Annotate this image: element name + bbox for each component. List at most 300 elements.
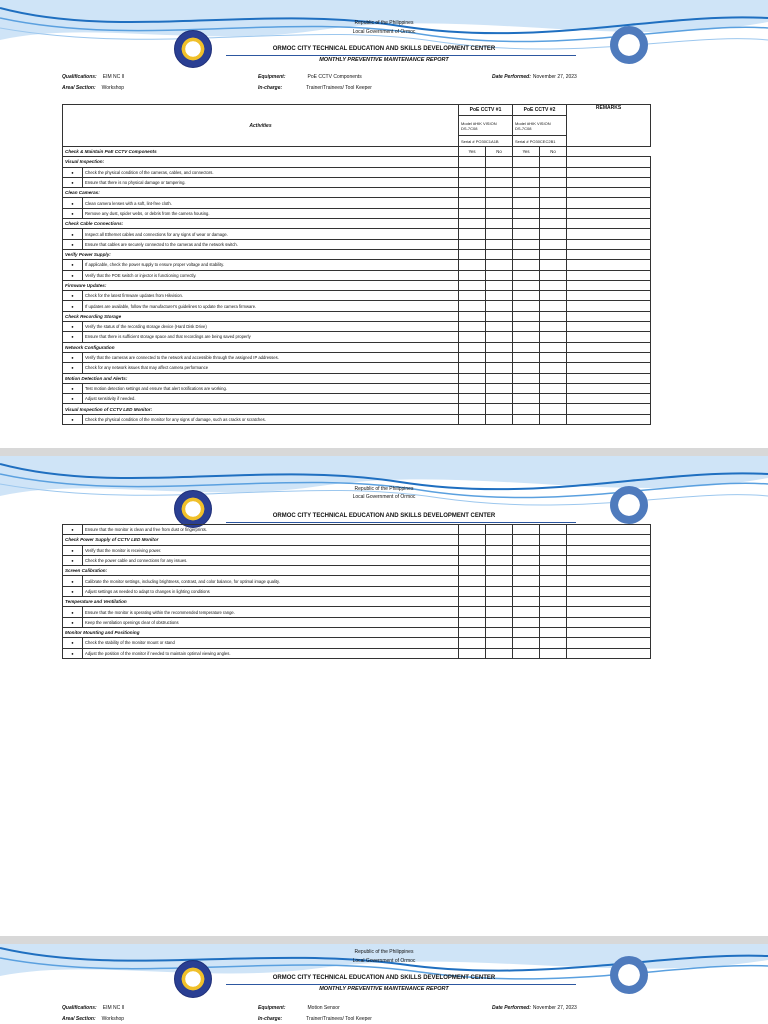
bullet-icon: ● (63, 638, 83, 648)
cctv2-no-cell[interactable] (540, 535, 567, 545)
cctv1-serial: Serial # PO30C1A1B (459, 136, 513, 147)
cctv1-no-cell[interactable] (486, 342, 513, 352)
remarks-cell[interactable] (567, 555, 651, 565)
remarks-cell[interactable] (567, 414, 651, 424)
incharge-field: In-charge: Trainer/Trainees/ Tool Keeper (258, 85, 372, 91)
remarks-cell[interactable] (567, 617, 651, 627)
cctv2-yes-cell[interactable] (513, 363, 540, 373)
remarks-cell[interactable] (567, 363, 651, 373)
bullet-icon: ● (63, 576, 83, 586)
cctv2-no-cell[interactable] (540, 198, 567, 208)
cctv2-yes-cell[interactable] (513, 566, 540, 576)
remarks-cell[interactable] (567, 198, 651, 208)
header-rule (226, 984, 576, 985)
cctv1-no-cell[interactable] (486, 576, 513, 586)
cctv1-no-cell[interactable] (486, 617, 513, 627)
cctv2-yes-cell[interactable] (513, 555, 540, 565)
remarks-cell[interactable] (567, 332, 651, 342)
header-wave (0, 0, 768, 80)
cctv2-yes-cell[interactable] (513, 576, 540, 586)
section-row (63, 566, 651, 576)
cctv1-no-cell[interactable] (486, 167, 513, 177)
section-title: Motion Detection and Alerts: (63, 373, 459, 383)
cctv2-yes-cell[interactable] (513, 332, 540, 342)
cctv2-no-cell[interactable] (540, 208, 567, 218)
cctv1-no-cell[interactable] (486, 229, 513, 239)
cctv2-yes-cell[interactable] (513, 239, 540, 249)
equipment-field: Equipment: PoE CCTV Components (258, 74, 362, 80)
cctv2-no-cell[interactable] (540, 342, 567, 352)
cctv2-yes-cell[interactable]: Yes (513, 147, 540, 157)
bullet-icon: ● (63, 301, 83, 311)
cctv2-no-cell[interactable] (540, 188, 567, 198)
cctv1-yes-cell[interactable] (459, 414, 486, 424)
cctv1-no-cell[interactable] (486, 555, 513, 565)
cctv2-no-cell[interactable] (540, 627, 567, 637)
cctv1-yes-cell[interactable] (459, 352, 486, 362)
activity-text: Ensure that cables are securely connected to the cameras and the network switch. (83, 239, 459, 249)
remarks-cell[interactable] (567, 249, 651, 259)
activity-text: Adjust settings as needed to adapt to changes in lighting conditions (83, 586, 459, 596)
remarks-cell[interactable] (567, 291, 651, 301)
activity-text: Clean camera lenses with a soft, lint-free cloth. (83, 198, 459, 208)
cctv1-yes-cell[interactable] (459, 342, 486, 352)
cctv2-no-cell[interactable] (540, 332, 567, 342)
remarks-cell[interactable] (567, 311, 651, 321)
bullet-icon: ● (63, 617, 83, 627)
cctv1-yes-cell[interactable] (459, 638, 486, 648)
cctv2-yes-cell[interactable] (513, 249, 540, 259)
cctv1-yes-cell[interactable] (459, 239, 486, 249)
cctv1-yes-cell[interactable] (459, 383, 486, 393)
bullet-icon: ● (63, 586, 83, 596)
remarks-cell[interactable] (567, 383, 651, 393)
cctv1-model: Model #HIK VISION DS-7C08 (459, 116, 513, 136)
bullet-icon: ● (63, 648, 83, 658)
section-title: Check Recording Storage (63, 311, 459, 321)
activity-text: Verify that the POE switch or injector is functioning correctly. (83, 270, 459, 280)
cctv2-yes-cell[interactable] (513, 167, 540, 177)
remarks-cell[interactable] (567, 301, 651, 311)
cctv1-no-cell[interactable] (486, 157, 513, 167)
remarks-cell[interactable] (567, 576, 651, 586)
cctv2-no-cell[interactable] (540, 352, 567, 362)
remarks-cell[interactable] (567, 239, 651, 249)
section-title: Check & Maintain PoE CCTV Components (63, 147, 459, 157)
cctv2-yes-cell[interactable] (513, 535, 540, 545)
report-title: MONTHLY PREVENTIVE MAINTENANCE REPORT (319, 986, 449, 992)
cctv1-yes-cell[interactable] (459, 576, 486, 586)
cctv1-no-cell[interactable] (486, 188, 513, 198)
cctv2-yes-cell[interactable] (513, 404, 540, 414)
activity-row (63, 525, 651, 535)
section-row (63, 597, 651, 607)
activity-row (63, 638, 651, 648)
activity-row (63, 229, 651, 239)
cctv1-no-cell[interactable] (486, 566, 513, 576)
cctv2-no-cell[interactable] (540, 157, 567, 167)
cctv1-no-cell[interactable] (486, 638, 513, 648)
cctv2-no-cell[interactable] (540, 394, 567, 404)
cctv1-no-cell[interactable] (486, 525, 513, 535)
cctv1-yes-cell[interactable] (459, 597, 486, 607)
activity-text: Verify that the cameras are connected to the network and accessible through the assigned IP addresses. (83, 352, 459, 362)
bullet-icon: ● (63, 332, 83, 342)
activity-text: Remove any dust, spider webs, or debris from the camera housing. (83, 208, 459, 218)
section-title: Visual Inspection of CCTV LED Monitor: (63, 404, 459, 414)
remarks-cell[interactable] (567, 188, 651, 198)
cctv2-yes-cell[interactable] (513, 638, 540, 648)
cctv1-yes-cell[interactable] (459, 219, 486, 229)
cctv1-yes-cell[interactable] (459, 566, 486, 576)
cctv1-yes-cell[interactable] (459, 617, 486, 627)
cctv2-no-cell[interactable] (540, 414, 567, 424)
cctv2-yes-cell[interactable] (513, 188, 540, 198)
cctv1-yes-cell[interactable] (459, 157, 486, 167)
center-name: ORMOC CITY TECHNICAL EDUCATION AND SKILLS DEVELOPMENT CENTER (272, 46, 496, 52)
cctv2-yes-cell[interactable] (513, 322, 540, 332)
activity-row (63, 208, 651, 218)
cctv1-yes-cell[interactable] (459, 311, 486, 321)
cctv2-yes-cell[interactable] (513, 301, 540, 311)
remarks-cell[interactable] (567, 566, 651, 576)
cctv2-no-cell[interactable] (540, 545, 567, 555)
cctv1-yes-cell[interactable] (459, 167, 486, 177)
cctv2-no-cell[interactable] (540, 555, 567, 565)
cctv2-yes-cell[interactable] (513, 383, 540, 393)
activity-row (63, 352, 651, 362)
activity-row (63, 322, 651, 332)
cctv2-no-cell[interactable] (540, 638, 567, 648)
cctv1-no-cell[interactable] (486, 352, 513, 362)
section-row (63, 404, 651, 414)
remarks-cell[interactable] (567, 545, 651, 555)
activity-row (63, 586, 651, 596)
maintenance-table-1 (62, 104, 651, 425)
bullet-icon: ● (63, 198, 83, 208)
activity-text: Calibrate the monitor settings, including brightness, contrast, and color balance, for optimal image quality. (83, 576, 459, 586)
remarks-cell[interactable] (567, 404, 651, 414)
cctv1-yes-cell[interactable] (459, 291, 486, 301)
cctv2-no-cell[interactable] (540, 566, 567, 576)
cctv1-no-cell[interactable] (486, 270, 513, 280)
bullet-icon: ● (63, 383, 83, 393)
activity-text: Check the power cable and connections for any issues. (83, 555, 459, 565)
cctv1-no-cell[interactable] (486, 249, 513, 259)
cctv2-no-cell[interactable] (540, 617, 567, 627)
cctv2-no-cell[interactable] (540, 229, 567, 239)
remarks-cell[interactable] (567, 525, 651, 535)
activity-row (63, 198, 651, 208)
cctv1-no-cell[interactable] (486, 648, 513, 658)
remarks-cell[interactable] (567, 627, 651, 637)
activity-row (63, 394, 651, 404)
section-row (63, 627, 651, 637)
cctv1-no-cell[interactable] (486, 322, 513, 332)
activity-text: Verify that the monitor is receiving power. (83, 545, 459, 555)
cctv2-yes-cell[interactable] (513, 177, 540, 187)
cctv1-yes-cell[interactable] (459, 535, 486, 545)
remarks-cell[interactable] (567, 394, 651, 404)
cctv2-yes-cell[interactable] (513, 291, 540, 301)
cctv2-yes-cell[interactable] (513, 607, 540, 617)
cctv1-yes-cell[interactable] (459, 545, 486, 555)
activity-row (63, 270, 651, 280)
cctv1-no-cell[interactable] (486, 627, 513, 637)
cctv1-yes-cell[interactable] (459, 208, 486, 218)
cctv2-no-cell[interactable] (540, 177, 567, 187)
cctv1-yes-cell[interactable] (459, 627, 486, 637)
remarks-cell[interactable] (567, 157, 651, 167)
header-rule (226, 55, 576, 56)
section-title: Temperature and Ventilation (63, 597, 459, 607)
cctv1-no-cell[interactable] (486, 607, 513, 617)
cctv2-yes-cell[interactable] (513, 342, 540, 352)
section-title: Visual Inspection: (63, 157, 459, 167)
remarks-cell[interactable] (567, 219, 651, 229)
cctv1-yes-cell[interactable] (459, 607, 486, 617)
remarks-cell[interactable] (567, 342, 651, 352)
remarks-cell[interactable] (567, 208, 651, 218)
cctv2-yes-cell[interactable] (513, 270, 540, 280)
remarks-cell[interactable] (567, 352, 651, 362)
cctv1-no-cell[interactable] (486, 383, 513, 393)
bullet-icon: ● (63, 270, 83, 280)
section-title: Monitor Mounting and Positioning (63, 627, 459, 637)
cctv1-yes-cell[interactable] (459, 363, 486, 373)
cctv1-yes-cell[interactable] (459, 280, 486, 290)
area-field: Area/ Section: Workshop (62, 1016, 125, 1022)
cctv2-yes-cell[interactable] (513, 414, 540, 424)
remarks-cell[interactable] (567, 648, 651, 658)
cctv1-yes-cell[interactable] (459, 648, 486, 658)
cctv2-yes-cell[interactable] (513, 373, 540, 383)
activity-row (63, 617, 651, 627)
remarks-cell[interactable] (567, 229, 651, 239)
cctv2-yes-cell[interactable] (513, 597, 540, 607)
cctv2-yes-cell[interactable] (513, 229, 540, 239)
cctv2-yes-cell[interactable] (513, 352, 540, 362)
activity-text: Check for the latest firmware updates from Hikvision. (83, 291, 459, 301)
page-2 (0, 456, 768, 936)
section-title: Clean Cameras: (63, 188, 459, 198)
cctv1-no-cell[interactable] (486, 239, 513, 249)
cctv1-no-cell[interactable] (486, 414, 513, 424)
header-rule (226, 522, 576, 523)
cctv2-yes-cell[interactable] (513, 394, 540, 404)
remarks-cell[interactable] (567, 167, 651, 177)
cctv1-no-cell[interactable] (486, 208, 513, 218)
page-1 (0, 0, 768, 448)
cctv1-yes-cell[interactable] (459, 373, 486, 383)
cctv2-no-cell[interactable] (540, 239, 567, 249)
cctv2-no-cell[interactable] (540, 607, 567, 617)
cctv1-no-cell[interactable] (486, 291, 513, 301)
bullet-icon: ● (63, 394, 83, 404)
section-row (63, 188, 651, 198)
cctv2-no-cell[interactable] (540, 311, 567, 321)
bullet-icon: ● (63, 545, 83, 555)
cctv1-yes-cell[interactable] (459, 249, 486, 259)
cctv2-yes-cell[interactable] (513, 586, 540, 596)
cctv2-no-cell[interactable] (540, 301, 567, 311)
activity-row (63, 363, 651, 373)
activity-text: Check the physical condition of the cameras, cables, and connectors. (83, 167, 459, 177)
remarks-cell[interactable] (567, 535, 651, 545)
remarks-cell[interactable] (567, 586, 651, 596)
incharge-field: In-charge: Trainer/Trainees/ Tool Keeper (258, 1016, 372, 1022)
cctv1-yes-cell[interactable] (459, 332, 486, 342)
lgu-text: Local Government of Ormoc (352, 29, 416, 35)
cctv2-yes-cell[interactable] (513, 648, 540, 658)
cctv2-no-cell[interactable] (540, 586, 567, 596)
cctv1-yes-cell[interactable] (459, 301, 486, 311)
bullet-icon: ● (63, 363, 83, 373)
cctv1-yes-cell[interactable] (459, 270, 486, 280)
cctv2-no-cell[interactable] (540, 260, 567, 270)
cctv1-no-cell[interactable] (486, 219, 513, 229)
cctv1-yes-cell[interactable] (459, 394, 486, 404)
cctv2-no-cell[interactable] (540, 383, 567, 393)
bullet-icon: ● (63, 239, 83, 249)
cctv1-no-cell[interactable] (486, 373, 513, 383)
cctv1-yes-cell[interactable] (459, 177, 486, 187)
cctv2-no-cell[interactable] (540, 291, 567, 301)
cctv2-no-cell[interactable]: No (540, 147, 567, 157)
cctv1-no-cell[interactable] (486, 198, 513, 208)
remarks-cell[interactable] (567, 270, 651, 280)
activity-row (63, 545, 651, 555)
cctv1-yes-cell[interactable] (459, 586, 486, 596)
cctv1-yes-cell[interactable] (459, 404, 486, 414)
section-row (63, 219, 651, 229)
activity-row (63, 383, 651, 393)
bullet-icon: ● (63, 229, 83, 239)
cctv1-yes-cell[interactable] (459, 322, 486, 332)
cctv2-yes-cell[interactable] (513, 311, 540, 321)
cctv1-yes-cell[interactable] (459, 198, 486, 208)
cctv2-no-cell[interactable] (540, 270, 567, 280)
cctv2-no-cell[interactable] (540, 363, 567, 373)
cctv1-yes-cell[interactable]: Yes (459, 147, 486, 157)
lgu-text: Local Government of Ormoc (352, 494, 416, 500)
cctv1-no-cell[interactable] (486, 586, 513, 596)
cctv1-yes-cell[interactable] (459, 525, 486, 535)
cctv2-no-cell[interactable] (540, 219, 567, 229)
center-name: ORMOC CITY TECHNICAL EDUCATION AND SKILLS DEVELOPMENT CENTER (272, 513, 496, 519)
lgu-text: Local Government of Ormoc (352, 958, 416, 964)
cctv1-yes-cell[interactable] (459, 229, 486, 239)
cctv1-no-cell[interactable] (486, 535, 513, 545)
republic-text: Republic of the Philippines (354, 949, 414, 955)
section-row (63, 342, 651, 352)
center-name: ORMOC CITY TECHNICAL EDUCATION AND SKILLS DEVELOPMENT CENTER (272, 975, 496, 981)
cctv2-no-cell[interactable] (540, 373, 567, 383)
remarks-cell[interactable] (567, 322, 651, 332)
section-title: Network Configuration (63, 342, 459, 352)
activity-row (63, 239, 651, 249)
remarks-cell[interactable] (567, 607, 651, 617)
cctv2-yes-cell[interactable] (513, 208, 540, 218)
cctv1-no-cell[interactable] (486, 311, 513, 321)
cctv2-yes-cell[interactable] (513, 260, 540, 270)
cctv1-no-cell[interactable] (486, 597, 513, 607)
activity-text: Ensure that the monitor is operating within the recommended temperature range. (83, 607, 459, 617)
section-title: Screen Calibration: (63, 566, 459, 576)
cctv2-no-cell[interactable] (540, 280, 567, 290)
cctv2-no-cell[interactable] (540, 322, 567, 332)
report-title: MONTHLY PREVENTIVE MAINTENANCE REPORT (319, 57, 449, 63)
cctv2-no-cell[interactable] (540, 576, 567, 586)
bullet-icon: ● (63, 607, 83, 617)
cctv2-no-cell[interactable] (540, 648, 567, 658)
cctv2-no-cell[interactable] (540, 525, 567, 535)
cctv2-yes-cell[interactable] (513, 627, 540, 637)
remarks-cell[interactable] (567, 373, 651, 383)
remarks-cell[interactable] (567, 597, 651, 607)
cctv1-no-cell[interactable]: No (486, 147, 513, 157)
activities-header: Activities (63, 105, 459, 147)
section-row (63, 311, 651, 321)
cctv1-no-cell[interactable] (486, 177, 513, 187)
cctv2-serial: Serial # PO30CEC2B1 (513, 136, 567, 147)
cctv1-yes-cell[interactable] (459, 260, 486, 270)
activity-text: Check the physical condition of the monitor for any signs of damage, such as cracks or scratches. (83, 414, 459, 424)
area-field: Area/ Section: Workshop (62, 85, 125, 91)
cctv2-yes-cell[interactable] (513, 157, 540, 167)
cctv2-header: PoE CCTV #2 (513, 105, 567, 116)
cctv1-no-cell[interactable] (486, 394, 513, 404)
remarks-cell[interactable] (567, 638, 651, 648)
cctv2-yes-cell[interactable] (513, 280, 540, 290)
bullet-icon: ● (63, 291, 83, 301)
activity-text: If applicable, check the power supply to ensure proper voltage and stability. (83, 260, 459, 270)
cctv2-no-cell[interactable] (540, 167, 567, 177)
cctv1-no-cell[interactable] (486, 280, 513, 290)
cctv1-no-cell[interactable] (486, 332, 513, 342)
activity-text: Check for any network issues that may affect camera performance (83, 363, 459, 373)
cctv2-yes-cell[interactable] (513, 525, 540, 535)
activity-row (63, 576, 651, 586)
bullet-icon: ● (63, 555, 83, 565)
cctv1-no-cell[interactable] (486, 363, 513, 373)
cctv2-no-cell[interactable] (540, 249, 567, 259)
cctv1-no-cell[interactable] (486, 301, 513, 311)
cctv1-yes-cell[interactable] (459, 555, 486, 565)
cctv2-yes-cell[interactable] (513, 219, 540, 229)
activity-row (63, 177, 651, 187)
remarks-cell[interactable] (567, 280, 651, 290)
date-field: Date Performed: November 27, 2023 (492, 74, 577, 80)
activity-row (63, 291, 651, 301)
bullet-icon: ● (63, 322, 83, 332)
cctv1-no-cell[interactable] (486, 260, 513, 270)
activity-text: Verify the status of the recording storage device (Hard Disk Drive) (83, 322, 459, 332)
cctv2-no-cell[interactable] (540, 404, 567, 414)
cctv1-no-cell[interactable] (486, 404, 513, 414)
remarks-cell[interactable] (567, 260, 651, 270)
cctv1-no-cell[interactable] (486, 545, 513, 555)
remarks-cell[interactable] (567, 177, 651, 187)
cctv2-yes-cell[interactable] (513, 198, 540, 208)
cctv2-yes-cell[interactable] (513, 617, 540, 627)
cctv2-yes-cell[interactable] (513, 545, 540, 555)
cctv2-no-cell[interactable] (540, 597, 567, 607)
cctv1-yes-cell[interactable] (459, 188, 486, 198)
bullet-icon: ● (63, 167, 83, 177)
activity-text: If updates are available, follow the manufacturer's guidelines to update the camera firmware. (83, 301, 459, 311)
cctv1-header: PoE CCTV #1 (459, 105, 513, 116)
